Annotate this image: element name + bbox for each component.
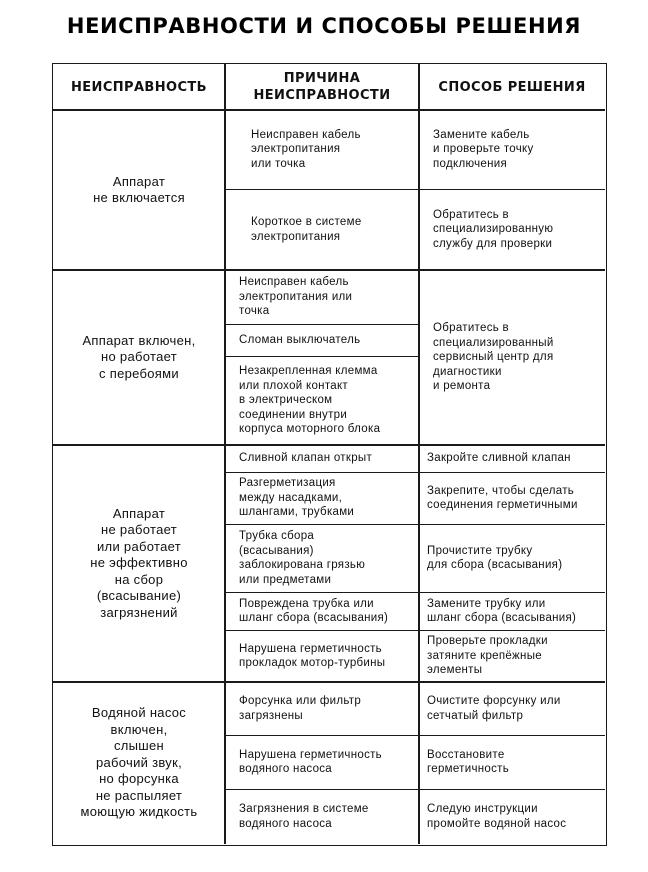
cause-cell: Разгерметизация между насадками, шлангами, трубками xyxy=(225,472,419,524)
solution-cell: Замените трубку или шланг сбора (всасывания) xyxy=(419,592,605,630)
cause-cell: Трубка сбора (всасывания) заблокирована грязью или предметами xyxy=(225,524,419,592)
solution-cell: Обратитесь в специализированную службу для проверки xyxy=(419,189,605,270)
cause-cell: Нарушена герметичность водяного насоса xyxy=(225,735,419,789)
problem-cell: Водяной насос включен, слышен рабочий звук, но форсунка не распыляет моющую жидкость xyxy=(53,682,225,844)
header-solution: СПОСОБ РЕШЕНИЯ xyxy=(419,64,605,110)
page-title: НЕИСПРАВНОСТИ И СПОСОБЫ РЕШЕНИЯ xyxy=(66,14,582,38)
row-divider xyxy=(53,109,605,111)
cause-cell: Повреждена трубка или шланг сбора (всасывания) xyxy=(225,592,419,630)
subrow-divider xyxy=(225,524,605,525)
solution-cell: Восстановите герметичность xyxy=(419,735,605,789)
cause-cell: Незакрепленная клемма или плохой контакт в электрическом соединении внутри корпуса моторного блока xyxy=(225,356,419,445)
subrow-divider xyxy=(225,472,605,473)
header-cause: ПРИЧИНА НЕИСПРАВНОСТИ xyxy=(225,64,419,110)
subrow-divider xyxy=(225,735,605,736)
solution-cell: Закрепите, чтобы сделать соединения герметичными xyxy=(419,472,605,524)
header-problem: НЕИСПРАВНОСТЬ xyxy=(53,64,225,110)
row-divider xyxy=(53,269,605,271)
subrow-divider xyxy=(225,324,419,325)
problem-cell: Аппарат не работает или работает не эффективно на сбор (всасывание) загрязнений xyxy=(53,445,225,682)
solution-cell: Прочистите трубку для сбора (всасывания) xyxy=(419,524,605,592)
cause-cell: Загрязнения в системе водяного насоса xyxy=(225,789,419,844)
problem-cell: Аппарат не включается xyxy=(53,110,225,270)
column-divider xyxy=(418,64,420,844)
subrow-divider xyxy=(225,189,605,190)
column-divider xyxy=(224,64,226,844)
solution-cell: Закройте сливной клапан xyxy=(419,445,605,472)
row-divider xyxy=(53,681,605,683)
solution-cell: Следую инструкции промойте водяной насос xyxy=(419,789,605,844)
solution-cell: Проверьте прокладки затяните крепёжные элементы xyxy=(419,630,605,682)
subrow-divider xyxy=(225,630,605,631)
cause-cell: Короткое в системе электропитания xyxy=(225,189,419,270)
cause-cell: Неисправен кабель электропитания или точка xyxy=(225,110,419,189)
solution-cell: Замените кабель и проверьте точку подключения xyxy=(419,110,605,189)
subrow-divider xyxy=(225,592,605,593)
solution-cell: Обратитесь в специализированный сервисный центр для диагностики и ремонта xyxy=(419,270,605,445)
cause-cell: Нарушена герметичность прокладок мотор-турбины xyxy=(225,630,419,682)
problem-cell: Аппарат включен, но работает с перебоями xyxy=(53,270,225,445)
cause-cell: Неисправен кабель электропитания или точка xyxy=(225,270,419,324)
cause-cell: Сливной клапан открыт xyxy=(225,445,419,472)
cause-cell: Форсунка или фильтр загрязнены xyxy=(225,682,419,735)
solution-cell: Очистите форсунку или сетчатый фильтр xyxy=(419,682,605,735)
cause-cell: Сломан выключатель xyxy=(225,324,419,356)
subrow-divider xyxy=(225,356,419,357)
troubleshooting-table xyxy=(52,63,607,846)
row-divider xyxy=(53,444,605,446)
subrow-divider xyxy=(225,789,605,790)
